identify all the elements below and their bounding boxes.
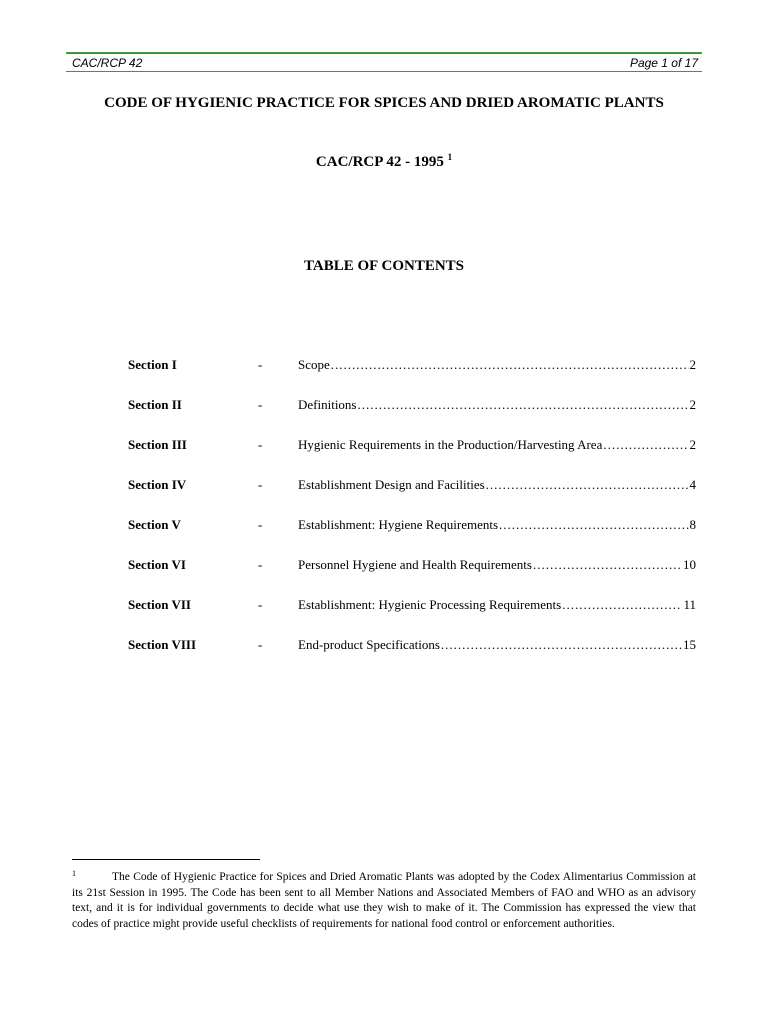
toc-page-number: 2 [689,357,696,372]
toc-entry[interactable] [298,637,696,653]
toc-page-number: 11 [683,597,696,612]
toc-entry[interactable] [298,517,696,533]
toc-section-label: Section V [128,517,181,532]
toc-dash: - [258,397,263,412]
footnote-reference[interactable]: 1 [447,152,453,162]
toc-entry-title[interactable]: Establishment: Hygiene Requirements [298,517,499,532]
toc-dash: - [258,637,263,652]
toc-row[interactable] [128,357,696,397]
toc-entry[interactable] [298,557,696,573]
toc-entry[interactable] [298,397,696,413]
toc-dash: - [258,597,263,612]
toc-page-number: 2 [689,437,696,452]
toc-row[interactable] [128,437,696,477]
toc-row[interactable] [128,477,696,517]
toc-section-label: Section III [128,437,187,452]
document-code [72,152,696,171]
toc-section-label: Section IV [128,477,187,492]
toc-leader-dots [533,557,682,573]
toc-entry[interactable] [298,477,696,493]
toc-dash: - [258,437,263,452]
toc-entry-title[interactable]: Definitions [298,397,357,412]
toc-entry[interactable] [298,597,696,613]
toc-section-label: Section II [128,397,182,412]
toc-entry-title[interactable]: Scope [298,357,330,372]
footnote-text: The Code of Hygienic Practice for Spices and Dried Aromatic Plants was adopted by the Codex Alimentarius Commission at its 21st Session in 1995. The Code has been sent to all Member Nations and Associated Members of FAO and WHO as an advisory text, and it is for individual governments to decide what use they wish to make of it. The Commission has expressed the view that codes of practice might provide useful checklists of requirements for national food control or enforcement authorities. [72,871,696,930]
toc-dash: - [258,477,263,492]
toc-row[interactable] [128,597,696,637]
toc-leader-dots [358,397,689,413]
toc-section-label: Section I [128,357,177,372]
toc-leader-dots [441,637,682,653]
toc-row[interactable] [128,517,696,557]
toc-heading: TABLE OF CONTENTS [303,258,465,274]
toc-entry-title[interactable]: Personnel Hygiene and Health Requirements [298,557,532,572]
toc-entry-title[interactable]: End-product Specifications [298,637,440,652]
header-page-number: Page 1 of 17 [629,56,698,70]
page-header [66,52,702,72]
toc-leader-dots [331,357,689,373]
toc-row[interactable] [128,637,696,677]
toc-page-number: 2 [689,397,696,412]
toc-entry[interactable] [298,437,696,453]
toc-row[interactable] [128,397,696,437]
toc-section-label: Section VIII [128,637,197,652]
header-document-code: CAC/RCP 42 [72,56,143,70]
toc-leader-dots [486,477,689,493]
toc-leader-dots [562,597,682,613]
document-code-text: CAC/RCP 42 - 1995 [315,154,444,170]
document-title: CODE OF HYGIENIC PRACTICE FOR SPICES AND DRIED AROMATIC PLANTS [104,95,664,111]
table-of-contents [128,357,696,677]
toc-row[interactable] [128,557,696,597]
toc-page-number: 15 [683,637,696,652]
toc-entry[interactable] [298,357,696,373]
footnote-mark: 1 [72,869,76,878]
toc-entry-title[interactable]: Hygienic Requirements in the Production/Harvesting Area [298,437,603,452]
toc-page-number: 10 [683,557,696,572]
toc-dash: - [258,557,263,572]
toc-dash: - [258,517,263,532]
toc-entry-title[interactable]: Establishment: Hygienic Processing Requirements [298,597,562,612]
toc-dash: - [258,357,263,372]
toc-leader-dots [603,437,688,453]
toc-page-number: 8 [689,517,696,532]
footnote [72,866,696,932]
toc-section-label: Section VII [128,597,191,612]
toc-leader-dots [499,517,688,533]
toc-section-label: Section VI [128,557,186,572]
toc-page-number: 4 [689,477,696,492]
toc-entry-title[interactable]: Establishment Design and Facilities [298,477,485,492]
footnote-separator [72,859,260,860]
